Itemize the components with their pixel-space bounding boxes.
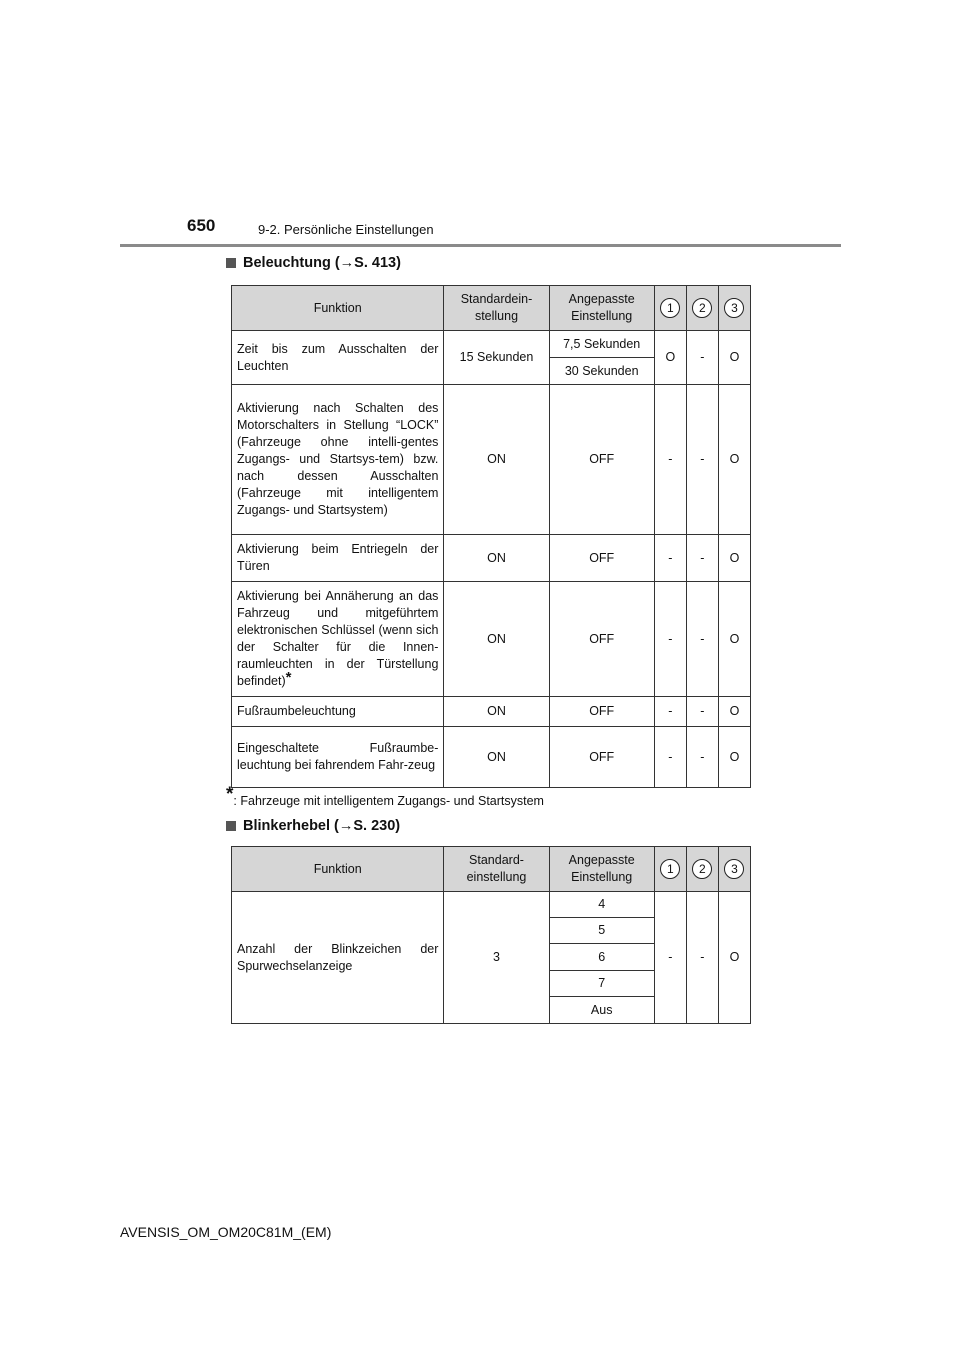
table-row bbox=[232, 892, 751, 918]
square-bullet-icon bbox=[226, 821, 236, 831]
table-row bbox=[232, 727, 751, 788]
header-rule bbox=[120, 244, 841, 247]
default-cell: 15 Sekunden bbox=[444, 331, 549, 385]
col-header-angepasst: Angepasste Einstellung bbox=[549, 286, 654, 331]
mode-2-cell: - bbox=[686, 582, 718, 697]
document-id: AVENSIS_OM_OM20C81M_(EM) bbox=[120, 1224, 332, 1240]
mode-2-cell: - bbox=[686, 697, 718, 727]
col-header-mode-3 bbox=[718, 847, 750, 892]
circled-1-icon: 1 bbox=[660, 298, 680, 318]
col-header-mode-3 bbox=[718, 286, 750, 331]
custom-cell: OFF bbox=[549, 535, 654, 582]
table-row bbox=[232, 535, 751, 582]
mode-3-cell: O bbox=[718, 892, 750, 1024]
circled-2-icon: 2 bbox=[692, 298, 712, 318]
mode-3-cell: O bbox=[718, 727, 750, 788]
custom-cell: 30 Sekunden bbox=[549, 358, 654, 385]
mode-3-cell: O bbox=[718, 582, 750, 697]
col-header-standard: Standardein- stellung bbox=[444, 286, 549, 331]
mode-2-cell: - bbox=[686, 331, 718, 385]
table-row bbox=[232, 582, 751, 697]
col-header-standard: Standard- einstellung bbox=[444, 847, 549, 892]
settings-table-beleuchtung bbox=[231, 285, 751, 788]
custom-cell: 5 bbox=[549, 918, 654, 944]
mode-2-cell: - bbox=[686, 727, 718, 788]
section-heading-beleuchtung bbox=[226, 255, 401, 271]
section-title: 9-2. Persönliche Einstellungen bbox=[258, 222, 434, 237]
mode-2-cell: - bbox=[686, 385, 718, 535]
col-header-mode-1 bbox=[654, 847, 686, 892]
function-cell: Aktivierung nach Schalten des Motorschalters in Stellung “LOCK” (Fahrzeuge ohne intelli-gentes Zugangs- und Startsys-tem) bzw. nach dessen Ausschalten (Fahrzeuge mit intelligentem Zugangs- und Startsystem) bbox=[232, 385, 444, 535]
table-header-row bbox=[232, 286, 751, 331]
default-cell: 3 bbox=[444, 892, 549, 1024]
col-header-funktion: Funktion bbox=[232, 847, 444, 892]
col-header-mode-1 bbox=[654, 286, 686, 331]
function-text: Aktivierung bei Annäherung an das Fahrzeug und mitgeführtem elektronischen Schlüssel (wenn sich der Schalter für die Innen-raumleuchten in der Türstellung befindet) bbox=[237, 589, 439, 688]
footnote-star: * bbox=[226, 784, 234, 805]
col-header-funktion: Funktion bbox=[232, 286, 444, 331]
square-bullet-icon bbox=[226, 258, 236, 268]
circled-3-icon: 3 bbox=[724, 859, 744, 879]
function-cell: Eingeschaltete Fußraumbe-leuchtung bei fahrendem Fahr-zeug bbox=[232, 727, 444, 788]
function-cell: Aktivierung beim Entriegeln der Türen bbox=[232, 535, 444, 582]
heading-text: Blinkerhebel (→S. 230) bbox=[243, 818, 401, 834]
mode-1-cell: - bbox=[654, 697, 686, 727]
page-number: 650 bbox=[187, 216, 216, 235]
mode-2-cell: - bbox=[686, 892, 718, 1024]
mode-1-cell: - bbox=[654, 385, 686, 535]
circled-3-icon: 3 bbox=[724, 298, 744, 318]
table-row bbox=[232, 385, 751, 535]
mode-1-cell: O bbox=[654, 331, 686, 385]
function-cell: Zeit bis zum Ausschalten der Leuchten bbox=[232, 331, 444, 385]
mode-3-cell: O bbox=[718, 697, 750, 727]
custom-cell: 6 bbox=[549, 944, 654, 971]
custom-cell: OFF bbox=[549, 582, 654, 697]
custom-cell: 7,5 Sekunden bbox=[549, 331, 654, 358]
custom-cell: OFF bbox=[549, 697, 654, 727]
footnote bbox=[226, 784, 544, 811]
default-cell: ON bbox=[444, 582, 549, 697]
function-cell: Anzahl der Blinkzeichen der Spurwechselanzeige bbox=[232, 892, 444, 1024]
default-cell: ON bbox=[444, 727, 549, 788]
custom-cell: OFF bbox=[549, 727, 654, 788]
table-row bbox=[232, 331, 751, 358]
table-row bbox=[232, 697, 751, 727]
footnote-marker: * bbox=[285, 669, 292, 686]
col-header-mode-2 bbox=[686, 286, 718, 331]
settings-table-blinkerhebel bbox=[231, 846, 751, 1024]
heading-text: Beleuchtung (→S. 413) bbox=[243, 255, 401, 271]
custom-cell: 4 bbox=[549, 892, 654, 918]
table-header-row bbox=[232, 847, 751, 892]
mode-1-cell: - bbox=[654, 535, 686, 582]
mode-1-cell: - bbox=[654, 892, 686, 1024]
footnote-text: : Fahrzeuge mit intelligentem Zugangs- und Startsystem bbox=[233, 794, 544, 808]
mode-1-cell: - bbox=[654, 727, 686, 788]
col-header-angepasst: Angepasste Einstellung bbox=[549, 847, 654, 892]
mode-3-cell: O bbox=[718, 331, 750, 385]
mode-3-cell: O bbox=[718, 385, 750, 535]
circled-1-icon: 1 bbox=[660, 859, 680, 879]
custom-cell: Aus bbox=[549, 997, 654, 1024]
mode-2-cell: - bbox=[686, 535, 718, 582]
custom-cell: OFF bbox=[549, 385, 654, 535]
default-cell: ON bbox=[444, 535, 549, 582]
col-header-mode-2 bbox=[686, 847, 718, 892]
mode-3-cell: O bbox=[718, 535, 750, 582]
default-cell: ON bbox=[444, 697, 549, 727]
default-cell: ON bbox=[444, 385, 549, 535]
mode-1-cell: - bbox=[654, 582, 686, 697]
function-cell: Fußraumbeleuchtung bbox=[232, 697, 444, 727]
custom-cell: 7 bbox=[549, 971, 654, 997]
circled-2-icon: 2 bbox=[692, 859, 712, 879]
section-heading-blinkerhebel bbox=[226, 818, 400, 834]
function-cell bbox=[232, 582, 444, 697]
